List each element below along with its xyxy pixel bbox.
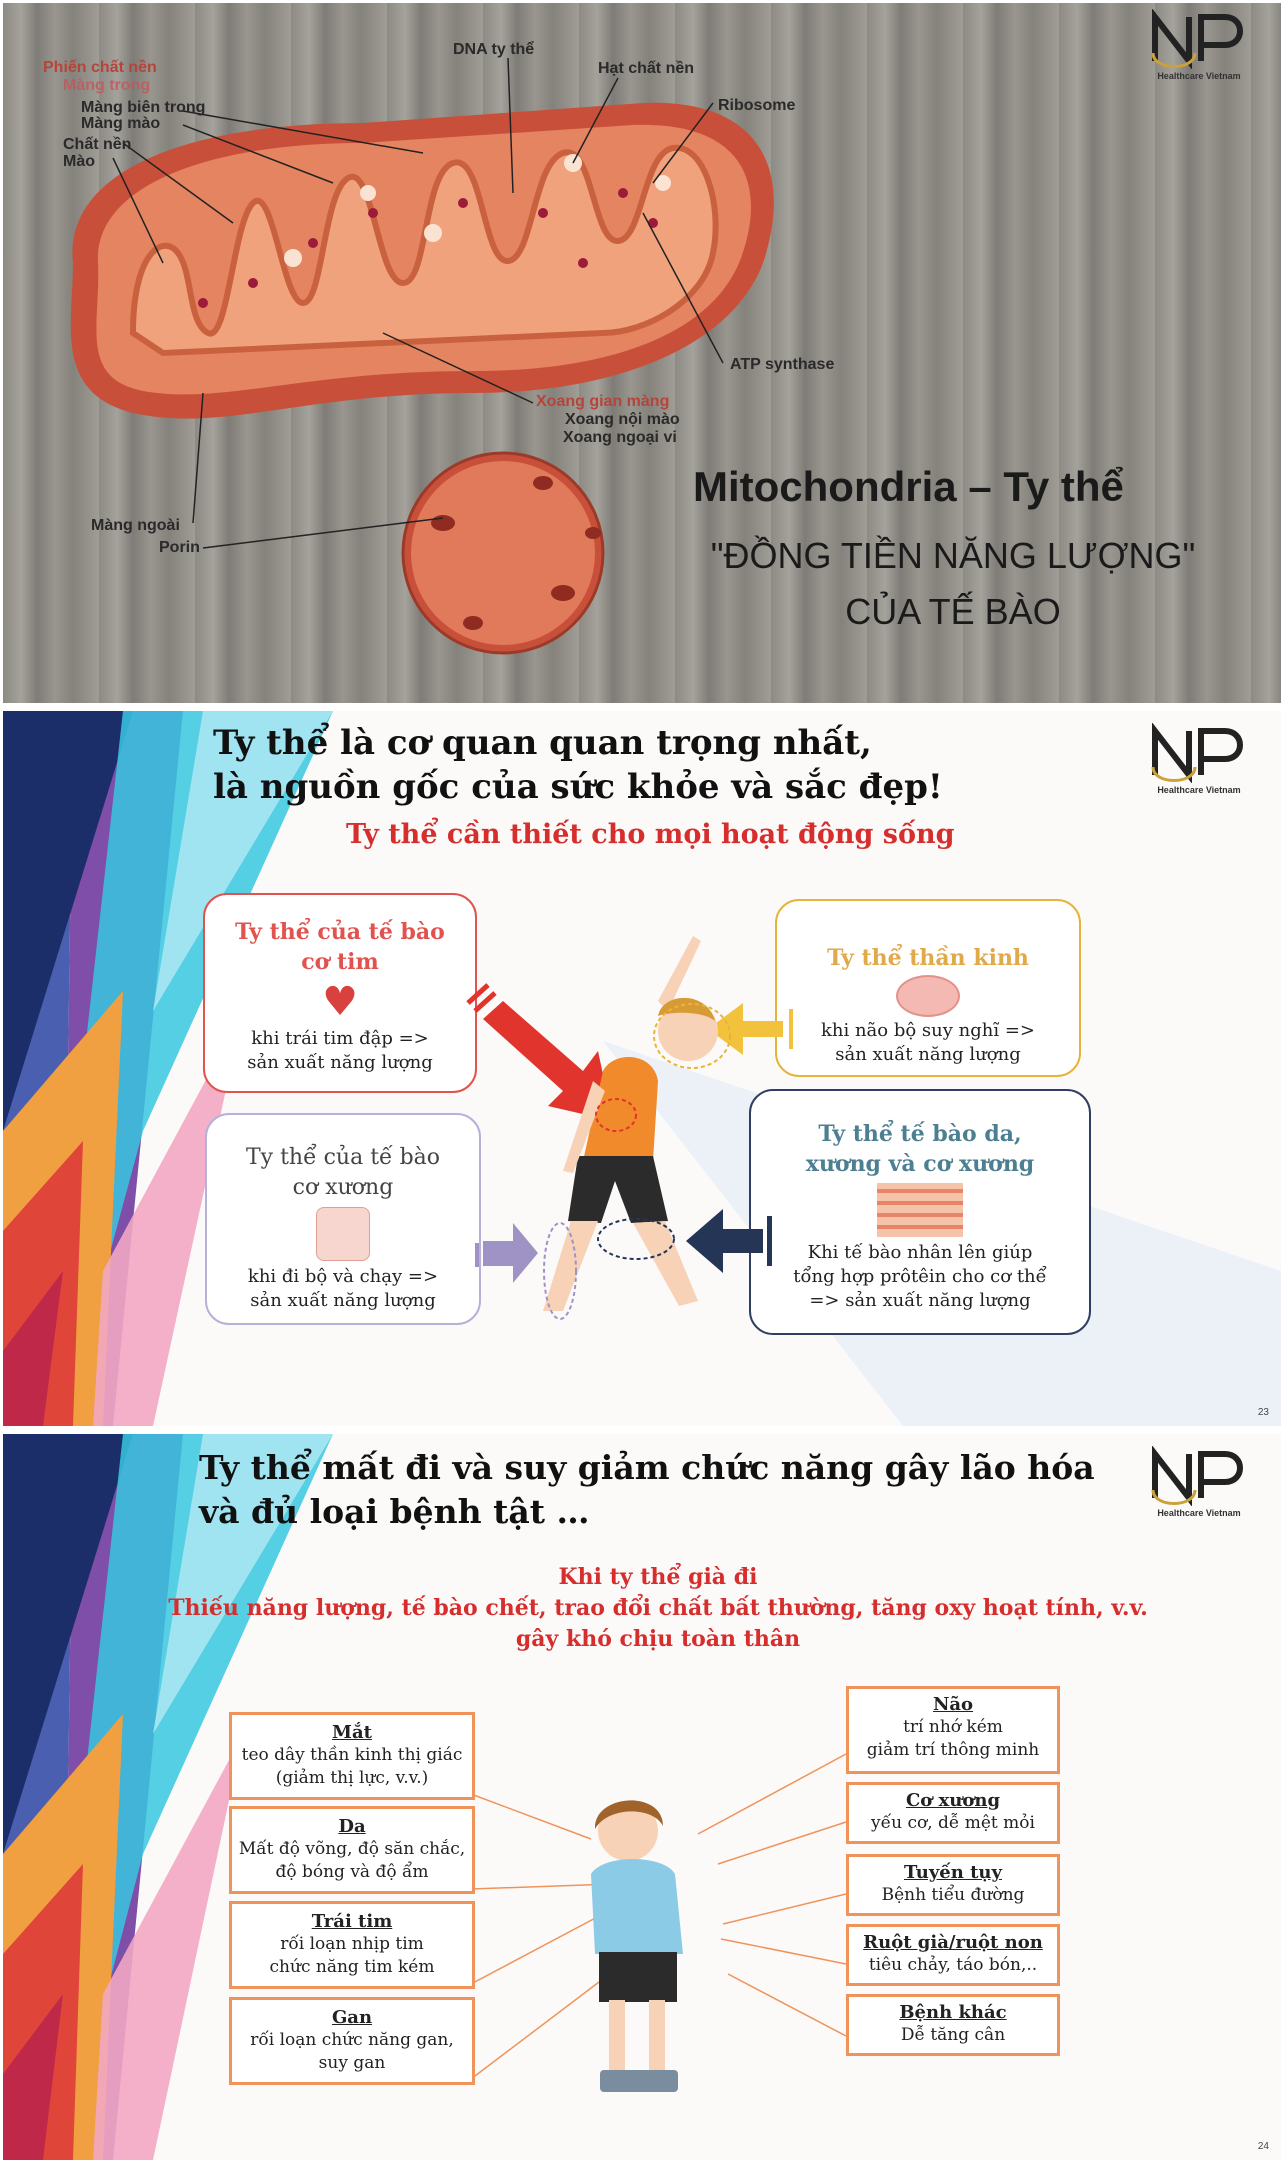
person-illustration xyxy=(3,1434,1281,2160)
symptom-heart-line1: rối loạn nhịp tim xyxy=(280,1934,424,1954)
symptom-heart-line2: chức năng tim kém xyxy=(269,1957,435,1977)
tired-person-icon xyxy=(591,1800,683,2092)
logo-subtitle: Healthcare Vietnam xyxy=(1157,785,1241,795)
slide-mitochondria-importance xyxy=(3,711,1281,1426)
slide-mitochondria-decline xyxy=(3,1434,1281,2160)
label-dna-ty-the: DNA ty thể xyxy=(453,41,535,58)
symptom-box-brain xyxy=(846,1686,1060,1774)
symptom-brain-line2: giảm trí thông minh xyxy=(866,1740,1040,1760)
figure-illustration xyxy=(3,711,1281,1426)
navy-arrow-icon xyxy=(686,1209,772,1273)
label-xoang-ngoai-vi: Xoang ngoại vi xyxy=(563,429,677,446)
slide1-subtitle-line2: CỦA TẾ BÀO xyxy=(845,591,1061,632)
slide3-heading-line1: Ty thể mất đi và suy giảm chức năng gây lão hóa xyxy=(199,1448,1095,1487)
label-phien-chat-nen: Phiến chất nền xyxy=(43,59,157,76)
symptom-muscle-title: Cơ xương xyxy=(905,1790,1001,1811)
slide3-heading-line2: và đủ loại bệnh tật … xyxy=(199,1492,590,1531)
symptom-liver-line1: rối loạn chức năng gan, xyxy=(250,2030,454,2050)
symptom-heart-title: Trái tim xyxy=(311,1911,393,1932)
symptom-box-heart xyxy=(229,1901,475,1989)
symptom-skin-line2: độ bóng và độ ẩm xyxy=(275,1862,429,1882)
page-number: 24 xyxy=(1257,2141,1269,2152)
label-xoang-noi-mao: Xoang nội mào xyxy=(565,411,680,428)
symptom-box-liver xyxy=(229,1997,475,2085)
slide1-title: Mitochondria – Ty thể xyxy=(693,463,1124,510)
label-ribosome: Ribosome xyxy=(718,97,796,114)
symptom-eyes-line1: teo dây thần kinh thị giác xyxy=(241,1745,463,1765)
symptom-liver-title: Gan xyxy=(331,2007,373,2028)
label-chat-nen: Chất nền xyxy=(63,136,132,153)
heart-icon: ♥ xyxy=(322,979,358,1025)
symptom-pancreas-line1: Bệnh tiểu đường xyxy=(881,1885,1025,1905)
symptom-pancreas-title: Tuyến tụy xyxy=(904,1862,1002,1883)
slide3-sub-line3: gây khó chịu toàn thân xyxy=(515,1626,801,1652)
symptom-box-intestine xyxy=(846,1924,1060,1986)
symptom-eyes-line2: (giảm thị lực, v.v.) xyxy=(275,1768,429,1788)
stretching-woman-icon xyxy=(543,936,718,1311)
symptom-skin-title: Da xyxy=(338,1816,366,1837)
symptom-box-skin xyxy=(229,1806,475,1894)
page-number: 23 xyxy=(1257,1407,1269,1418)
symptom-intestine-title: Ruột già/ruột non xyxy=(863,1932,1043,1953)
slide2-heading-line1: Ty thể là cơ quan quan trọng nhất, xyxy=(213,723,872,763)
symptom-liver-line2: suy gan xyxy=(318,2053,386,2073)
logo-subtitle: Healthcare Vietnam xyxy=(1157,1508,1241,1518)
slide2-heading-line2: là nguồn gốc của sức khỏe và sắc đẹp! xyxy=(213,767,943,807)
box-heart-title: Ty thể của tế bào cơ tim xyxy=(235,919,445,975)
np-logo-icon xyxy=(1149,9,1249,69)
symptom-intestine-line1: tiêu chảy, táo bón,.. xyxy=(868,1955,1038,1975)
slide-mitochondria-diagram xyxy=(3,3,1281,703)
box-nerve-desc: khi não bộ suy nghĩ => sản xuất năng lượng xyxy=(820,1020,1035,1065)
yellow-arrow-icon xyxy=(708,1003,793,1055)
symptom-other-line1: Dễ tăng cân xyxy=(900,2025,1006,2045)
slide3-sub-line2: Thiếu năng lượng, tế bào chết, trao đổi chất bất thường, tăng oxy hoạt tính, v.v. xyxy=(168,1595,1148,1621)
box-muscle-title: Ty thể của tế bào cơ xương xyxy=(245,1145,441,1200)
label-porin: Porin xyxy=(159,539,200,556)
slide2-subheading: Ty thể cần thiết cho mọi hoạt động sống xyxy=(346,819,955,850)
label-mao: Mào xyxy=(63,153,95,170)
symptom-box-eyes xyxy=(229,1712,475,1800)
logo-subtitle: Healthcare Vietnam xyxy=(1157,71,1241,81)
symptom-box-pancreas xyxy=(846,1854,1060,1916)
box-muscle-desc: khi đi bộ và chạy => sản xuất năng lượng xyxy=(247,1266,439,1311)
label-mang-trong: Màng trong xyxy=(63,77,151,94)
label-hat-chat-nen: Hạt chất nền xyxy=(598,60,695,77)
box-skin-desc: Khi tế bào nhân lên giúp tổng hợp prôtêin cho cơ thể => sản xuất năng lượng xyxy=(793,1242,1047,1311)
box-skin-title: Ty thể tế bào da, xương và cơ xương xyxy=(805,1121,1035,1177)
label-mang-ngoai: Màng ngoài xyxy=(91,517,180,534)
label-mang-bien-trong: Màng biên trong xyxy=(81,99,206,116)
symptom-eyes-title: Mắt xyxy=(332,1722,372,1743)
symptom-brain-title: Não xyxy=(932,1694,974,1715)
slide1-subtitle xyxy=(673,528,1233,640)
box-nerve-title: Ty thể thần kinh xyxy=(827,945,1029,971)
label-atp-synthase: ATP synthase xyxy=(730,356,835,373)
symptom-box-skeletal-muscle xyxy=(846,1782,1060,1844)
company-logo xyxy=(1139,9,1259,89)
slide1-subtitle-line1: "ĐỒNG TIỀN NĂNG LƯỢNG" xyxy=(710,535,1196,576)
symptom-muscle-line1: yếu cơ, dễ mệt mỏi xyxy=(871,1813,1035,1833)
symptom-box-other xyxy=(846,1994,1060,2056)
box-heart-desc: khi trái tim đập => sản xuất năng lượng xyxy=(247,1028,433,1073)
slide3-sub-line1: Khi ty thể già đi xyxy=(558,1564,758,1590)
label-mang-mao: Màng mào xyxy=(81,115,161,132)
symptom-skin-line1: Mất độ võng, độ săn chắc, xyxy=(238,1839,466,1859)
purple-arrow-icon xyxy=(475,1223,538,1283)
symptom-other-title: Bệnh khác xyxy=(899,2002,1007,2023)
symptom-brain-line1: trí nhớ kém xyxy=(903,1717,1003,1737)
label-xoang-gian-mang: Xoang gian màng xyxy=(536,393,670,410)
